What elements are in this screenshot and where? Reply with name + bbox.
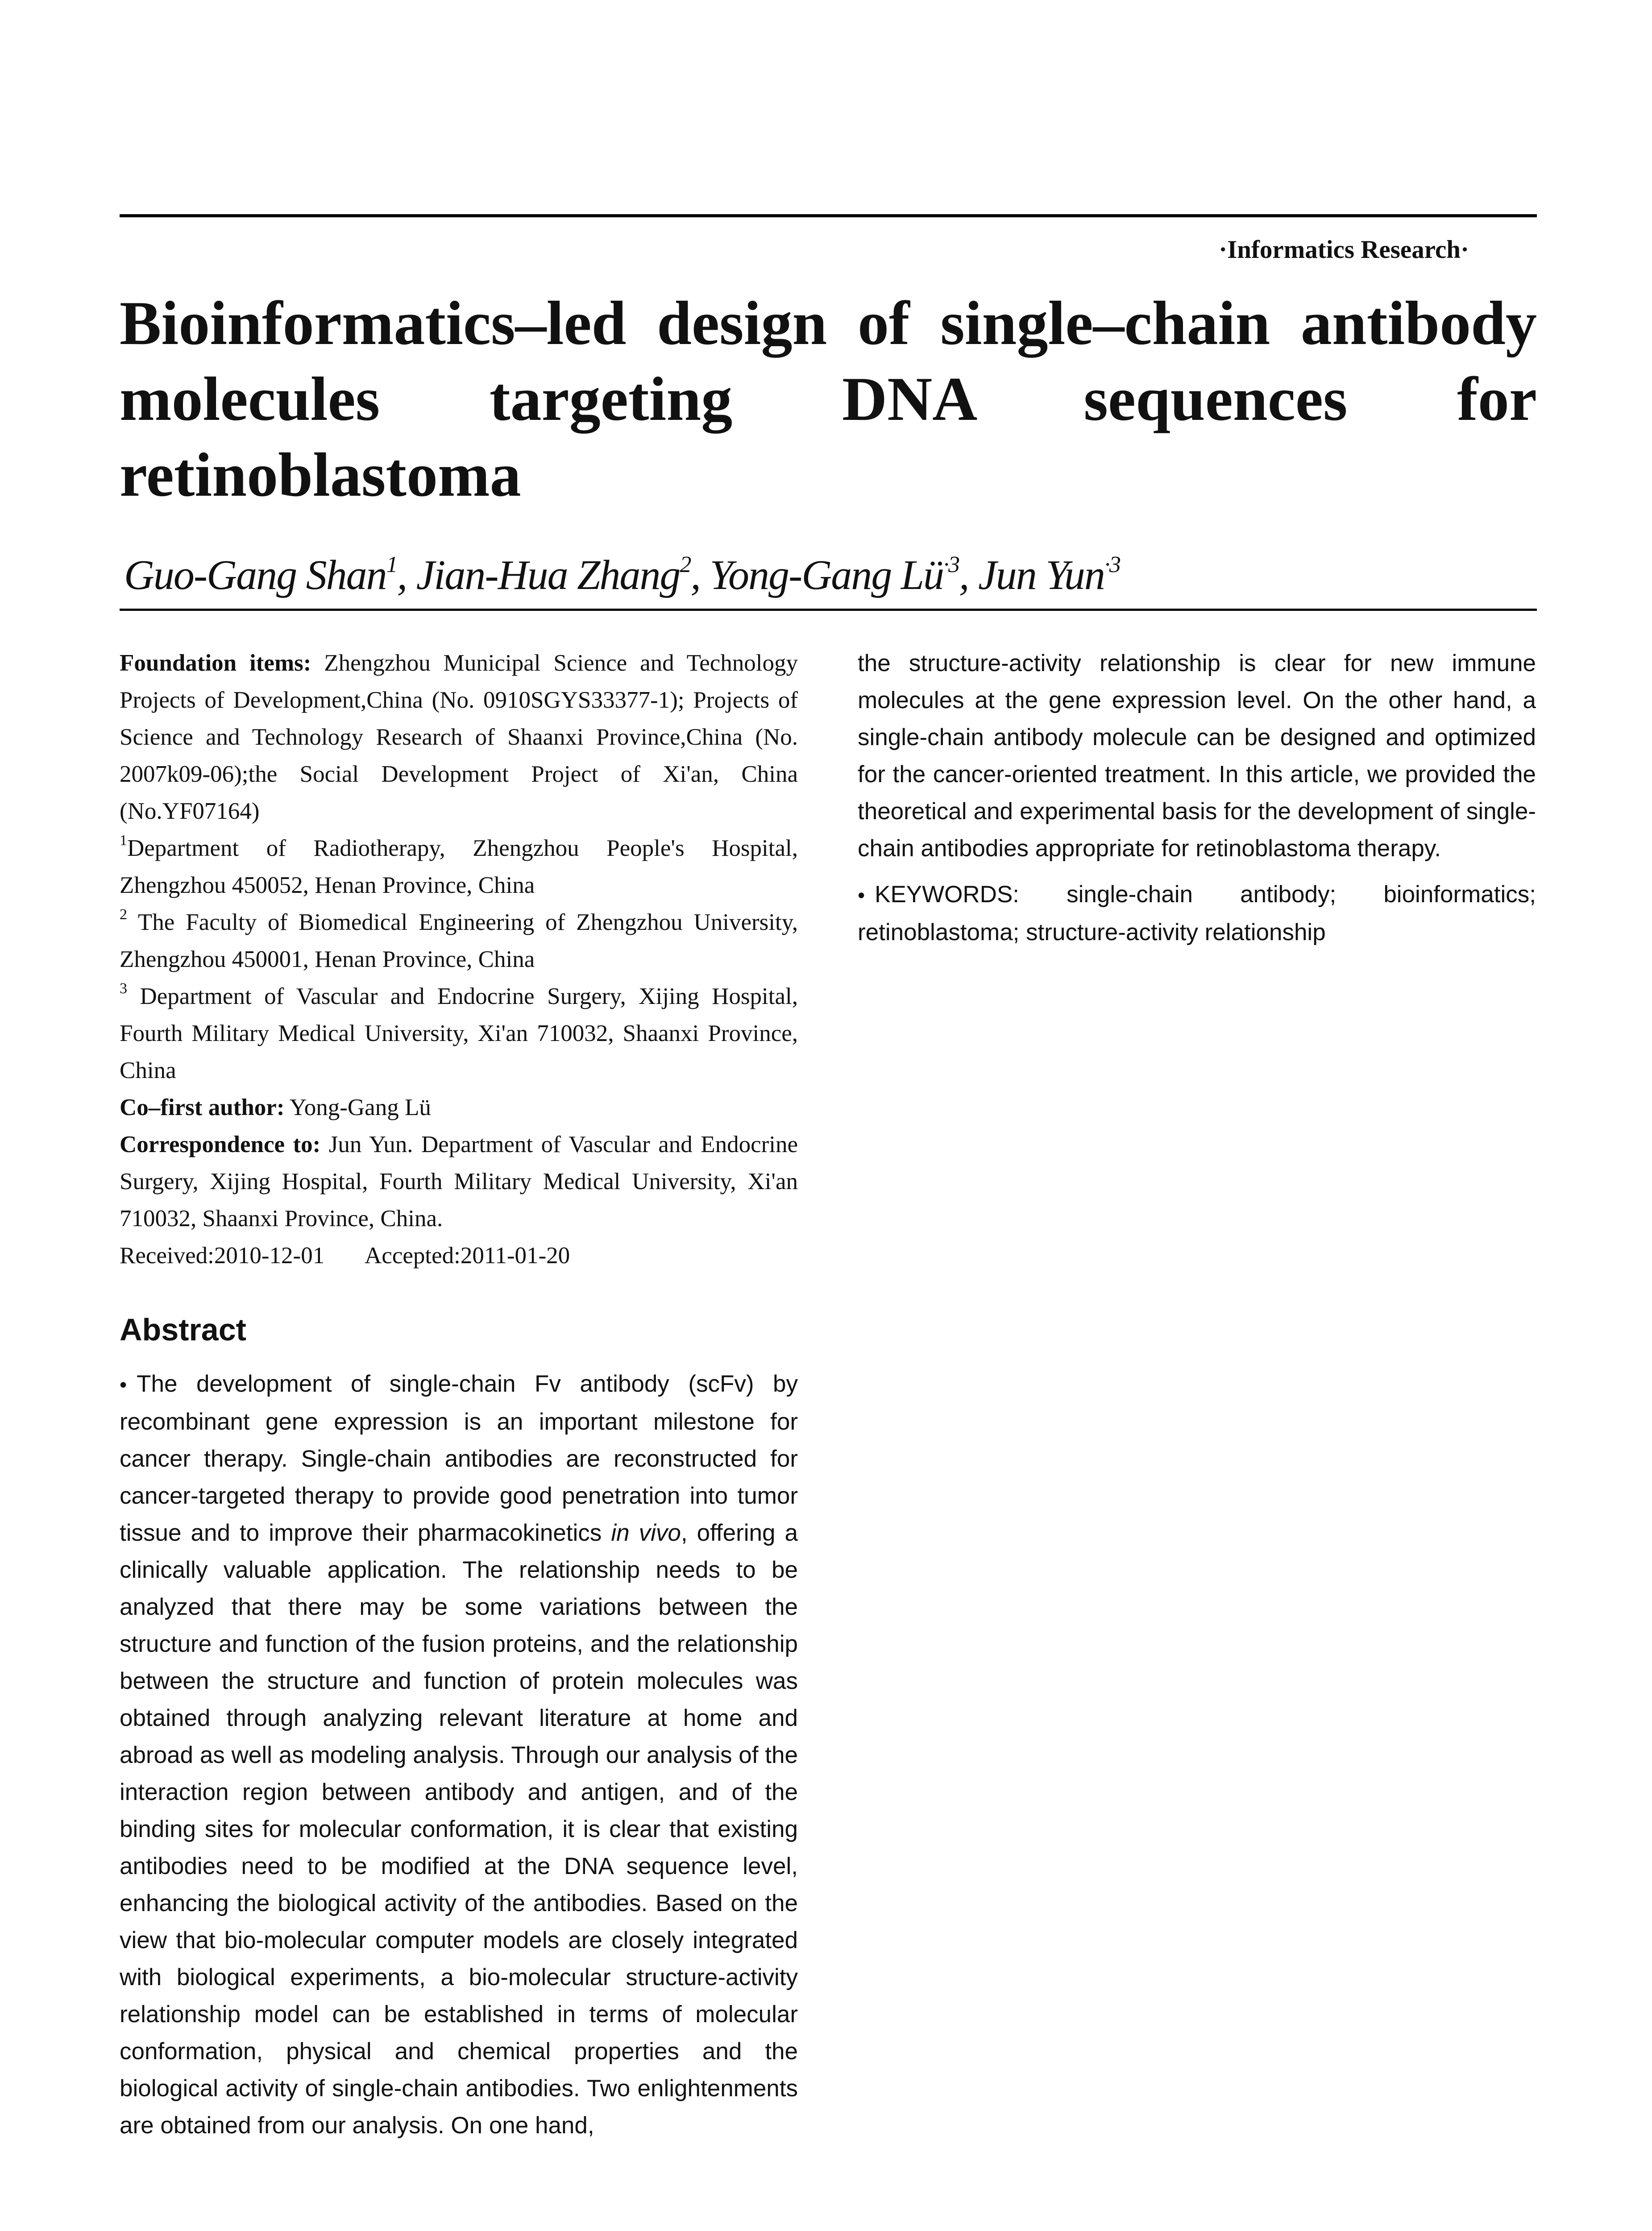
foundation-text: Zhengzhou Municipal Science and Technology Projects of Development,China (No. 0910SGYS33377-1); Projects of Science and Technology Research of Shaanxi Province,China (No. 2007k09-06);the Social Development Project of Xi'an, China (No.YF07164) [120,650,798,824]
affiliation [120,978,798,1089]
abstract-text: The development of single-chain Fv antibody (scFv) by recombinant gene expression is an important milestone for cancer therapy. Single-chain antibodies are reconstructed for cancer-targeted therapy to provide good penetration into tumor tissue and to improve their pharmacokinetics [120,1371,798,1546]
affiliation-number: 2 [120,906,127,923]
bullet-icon: • [120,1373,127,1396]
keywords-text: KEYWORDS: single-chain antibody; bioinformatics; retinoblastoma; structure-activity relationship [858,881,1536,945]
author-rule [120,609,1537,611]
header-rule [120,214,1537,217]
correspondence-label: Correspondence to: [120,1132,321,1157]
dates [120,1237,798,1274]
affiliation [120,904,798,978]
author-affiliation-mark: 2 [680,552,691,577]
affiliation-number: 3 [120,980,127,997]
keywords [858,876,1536,951]
author-name: Yong-Gang Lü [710,552,944,598]
paper-title: Bioinformatics–led design of single–chain antibody molecules targeting DNA sequences for retinoblastoma [120,289,1537,510]
abstract-heading: Abstract [120,1312,246,1347]
abstract-body [120,1365,798,2144]
abstract-italic-term: in vivo [611,1520,681,1546]
article-info [120,645,798,1274]
cofirst-text: Yong-Gang Lü [289,1095,431,1120]
received-date: Received:2010-12-01 [120,1243,325,1269]
author-name: Guo-Gang Shan [124,552,386,598]
affiliation [120,830,798,904]
foundation-items [120,645,798,830]
affiliation-text: Department of Radiotherapy, Zhengzhou People's Hospital, Zhengzhou 450052, Henan Province, China [120,835,798,898]
correspondence [120,1126,798,1237]
author-affiliation-mark: 1 [386,552,397,577]
accepted-date: Accepted:2011-01-20 [365,1243,570,1269]
affiliation-text: The Faculty of Biomedical Engineering of Zhengzhou University, Zhengzhou 450001, Henan Province, China [120,909,798,972]
affiliation-number: 1 [120,832,127,849]
bullet-icon: • [858,883,865,907]
abstract-continuation: the structure-activity relationship is clear for new immune molecules at the gene expression level. On the other hand, a single-chain antibody molecule can be designed and optimized for the cancer-oriented treatment. In this article, we provided the theoretical and experimental basis for the development of single-chain antibodies appropriate for retinoblastoma therapy. [858,650,1536,862]
author-list: Guo-Gang Shan$^1$, Jian-Hua Zhang$^2$, Yong-Gang $Lü^{\cdot 3}$, Jun Yun$^{\cdot 3}$ [124,552,1120,598]
abstract-text-continued: , offering a clinically valuable application. The relationship needs to be analyzed that there may be some variations between the structure and function of the fusion proteins, and the relationship between the structure and function of protein molecules was obtained through analyzing relevant literature at home and abroad as well as modeling analysis. Through our analysis of the interaction region between antibody and antigen, and of the binding sites for molecular conformation, it is clear that existing antibodies need to be modified at the DNA sequence level, enhancing the biological activity of the antibodies. Based on the view that bio-molecular computer models are closely integrated with biological experiments, a bio-molecular structure-activity relationship model can be established in terms of molecular conformation, physical and chemical properties and the biological activity of single-chain antibodies. Two enlightenments are obtained from our analysis. On one hand, [120,1520,798,2139]
author-affiliation-mark: ·3 [943,552,959,577]
correspondence-text: Jun Yun. Department of Vascular and Endocrine Surgery, Xijing Hospital, Fourth Military Medical University, Xi'an 710032, Shaanxi Province, China. [120,1132,798,1232]
affiliation-text: Department of Vascular and Endocrine Surgery, Xijing Hospital, Fourth Military Medical University, Xi'an 710032, Shaanxi Province, China [120,983,798,1083]
cofirst-label: Co–first author: [120,1095,285,1120]
right-column [858,645,1536,951]
author-name: Jian-Hua Zhang [416,552,680,598]
author-name: Jun Yun [978,552,1104,598]
cofirst-author [120,1089,798,1126]
section-tag: ·Informatics Research· [1219,236,1469,264]
author-affiliation-mark: ·3 [1104,552,1120,577]
foundation-label: Foundation items: [120,650,311,676]
